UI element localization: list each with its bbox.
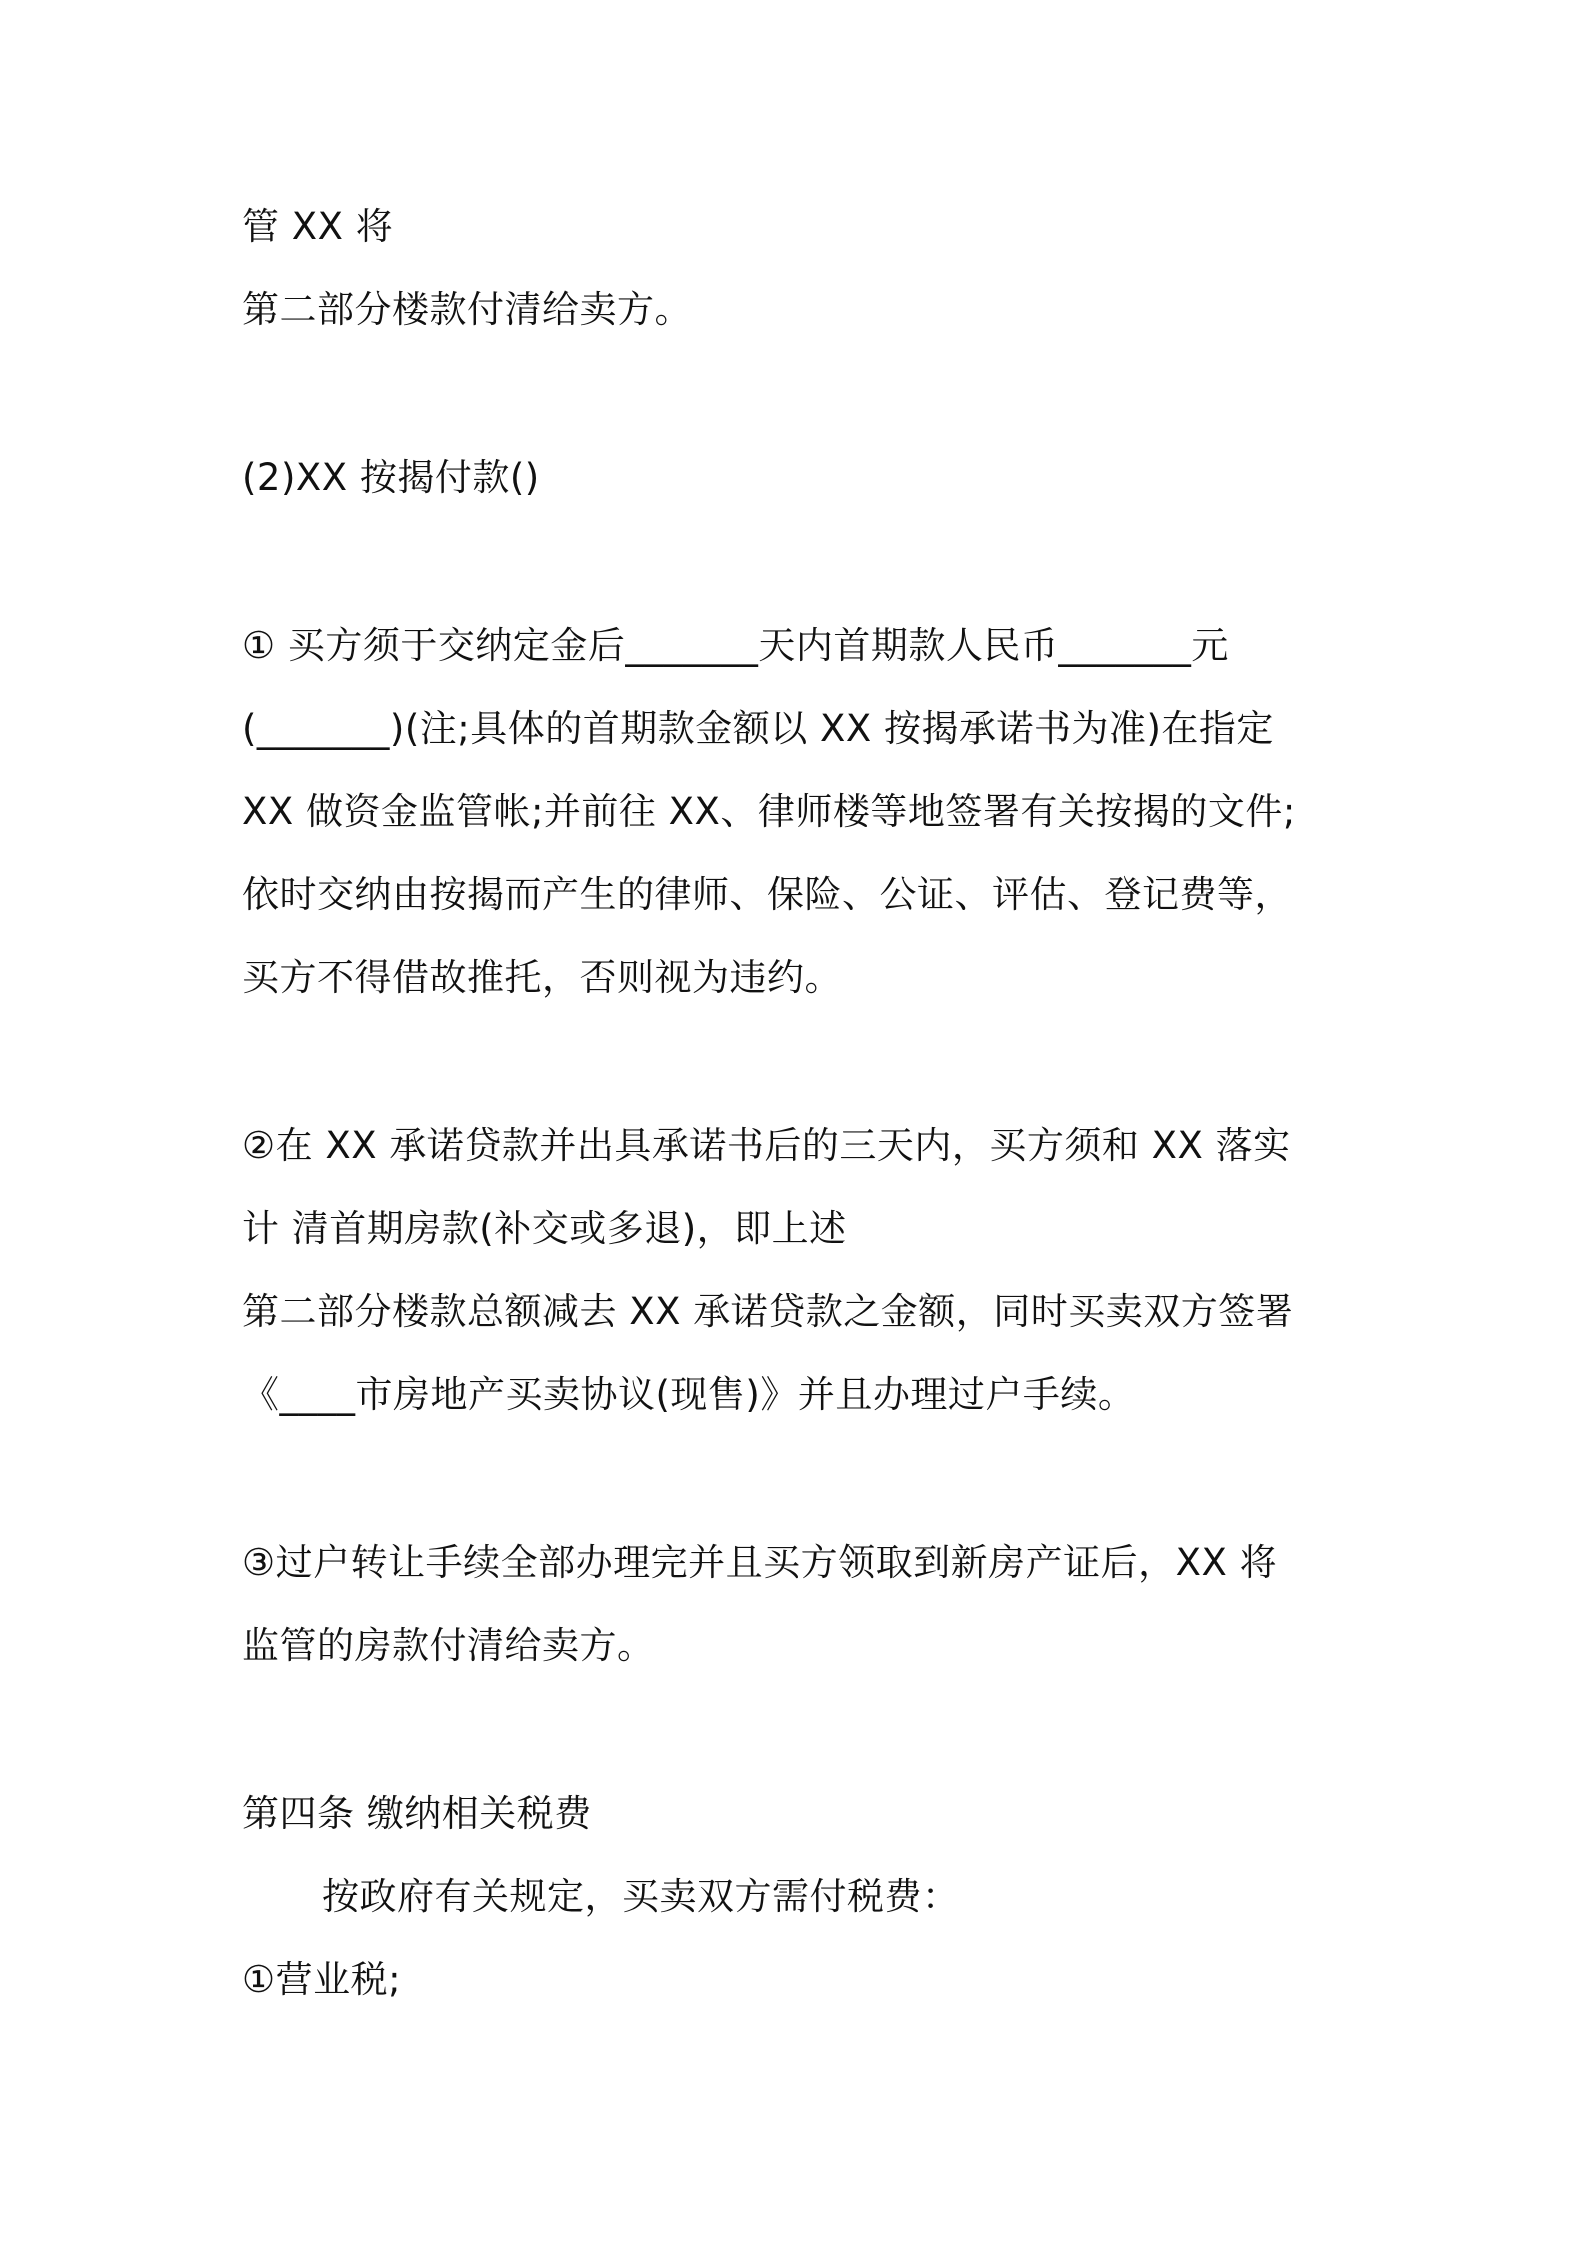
text-line: ① 买方须于交纳定金后_______天内首期款人民币_______元 [242, 624, 1229, 667]
text-line: 管 XX 将 [242, 205, 394, 248]
text-line: 监管的房款付清给卖方。 [242, 1624, 655, 1667]
text-line: XX 做资金监管帐;并前往 XX、律师楼等地签署有关按揭的文件; [242, 790, 1296, 833]
text-line: 《____市房地产买卖协议(现售)》并且办理过户手续。 [242, 1373, 1136, 1416]
text-line: ③过户转让手续全部办理完并且买方领取到新房产证后，XX 将 [242, 1541, 1278, 1584]
text-line: (_______)(注;具体的首期款金额以 XX 按揭承诺书为准)在指定 [242, 707, 1274, 750]
text-line: 第二部分楼款总额减去 XX 承诺贷款之金额，同时买卖双方签署 [242, 1290, 1294, 1333]
text-line: 依时交纳由按揭而产生的律师、保险、公证、评估、登记费等， [242, 873, 1292, 916]
section-heading: (2)XX 按揭付款() [242, 456, 540, 499]
text-line: ①营业税; [242, 1958, 402, 2001]
text-line: 计 清首期房款(补交或多退)，即上述 [242, 1207, 847, 1250]
text-line: 买方不得借故推托，否则视为违约。 [242, 956, 842, 999]
text-line: ②在 XX 承诺贷款并出具承诺书后的三天内，买方须和 XX 落实 [242, 1124, 1291, 1167]
text-line: 按政府有关规定，买卖双方需付税费： [322, 1875, 960, 1918]
text-line: 第二部分楼款付清给卖方。 [242, 288, 692, 331]
article-heading: 第四条 缴纳相关税费 [242, 1792, 592, 1835]
